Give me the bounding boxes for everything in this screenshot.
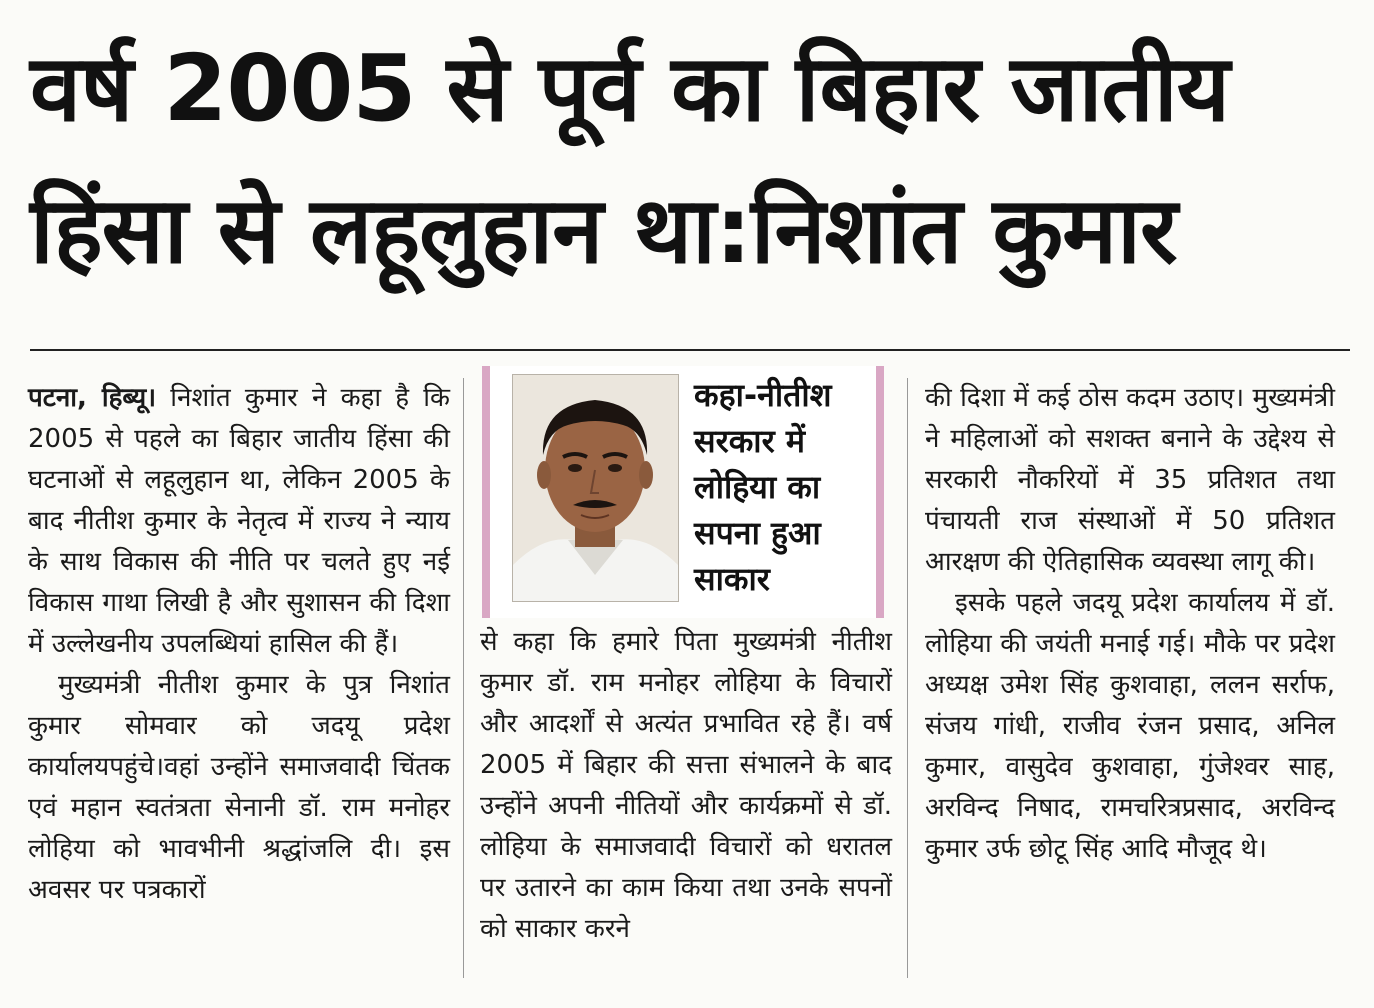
pullquote-accent-right	[876, 366, 884, 618]
column3-paragraph-1: की दिशा में कई ठोस कदम उठाए। मुख्यमंत्री ने महिलाओं को सशक्त बनाने के उद्देश्य से सरकारी नौकरियों में 35 प्रतिशत तथा पंचायती राज संस्थाओं में 50 प्रतिशत आरक्षण की ऐतिहासिक व्यवस्था लागू की।	[925, 383, 1335, 577]
pullquote-line: सरकार में	[694, 422, 805, 460]
pullquote-line: साकार	[694, 560, 770, 598]
column1-paragraph-1-text: निशांत कुमार ने कहा है कि 2005 से पहले का बिहार जातीय हिंसा की घटनाओं से लहूलुहान था, लेकिन 2005 के बाद नीतीश कुमार के नेतृत्व में राज्य ने न्याय के साथ विकास की नीति पर चलते हुए नई विकास गाथा लिखी है और सुशासन की दिशा में उल्लेखनीय उपलब्धियां हासिल की हैं।	[28, 383, 450, 659]
headline-rule	[30, 349, 1350, 351]
article-column-3	[925, 378, 1335, 870]
headline-line-1: वर्ष 2005 से पूर्व का बिहार जातीय	[30, 35, 1230, 142]
headline	[30, 18, 1350, 302]
pullquote-accent-left	[482, 366, 490, 618]
portrait-illustration	[513, 375, 678, 601]
column1-paragraph-1	[28, 378, 450, 665]
article-column-2	[480, 622, 892, 950]
pullquote-box	[482, 366, 884, 618]
column2-paragraph: से कहा कि हमारे पिता मुख्यमंत्री नीतीश कुमार डॉ. राम मनोहर लोहिया के विचारों और आदर्शों से अत्यंत प्रभावित रहे हैं। वर्ष 2005 में बिहार की सत्ता संभालने के बाद उन्होंने अपनी नीतियों और कार्यक्रमों से डॉ. लोहिया के समाजवादी विचारों को धरातल पर उतारने का काम किया तथा उनके सपनों को साकार करने	[480, 627, 892, 944]
pullquote-text	[694, 372, 874, 602]
pullquote-line: सपना हुआ	[694, 514, 821, 552]
pullquote-line: कहा-नीतीश	[694, 376, 832, 414]
portrait-photo	[512, 374, 679, 602]
column-divider-2	[907, 378, 908, 978]
column-divider-1	[463, 378, 464, 978]
headline-line-2: हिंसा से लहूलुहान था:निशांत कुमार	[30, 177, 1177, 284]
article-column-1	[28, 378, 450, 911]
column3-paragraph-2: इसके पहले जदयू प्रदेश कार्यालय में डॉ. लोहिया की जयंती मनाई गई। मौके पर प्रदेश अध्यक्ष उमेश सिंह कुशवाहा, ललन सर्राफ, संजय गांधी, राजीव रंजन प्रसाद, अनिल कुमार, वासुदेव कुशवाहा, गुंजेश्वर साह, अरविन्द निषाद, रामचरित्रप्रसाद, अरविन्द कुमार उर्फ छोटू सिंह आदि मौजूद थे।	[925, 588, 1335, 864]
column1-paragraph-2: मुख्यमंत्री नीतीश कुमार के पुत्र निशांत कुमार सोमवार को जदयू प्रदेश कार्यालयपहुंचे।वहां उन्होंने समाजवादी चिंतक एवं महान स्वतंत्रता सेनानी डॉ. राम मनोहर लोहिया को भावभीनी श्रद्धांजलि दी। इस अवसर पर पत्रकारों	[28, 670, 450, 905]
dateline: पटना, हिब्यू।	[28, 383, 157, 413]
pullquote-line: लोहिया का	[694, 468, 821, 506]
